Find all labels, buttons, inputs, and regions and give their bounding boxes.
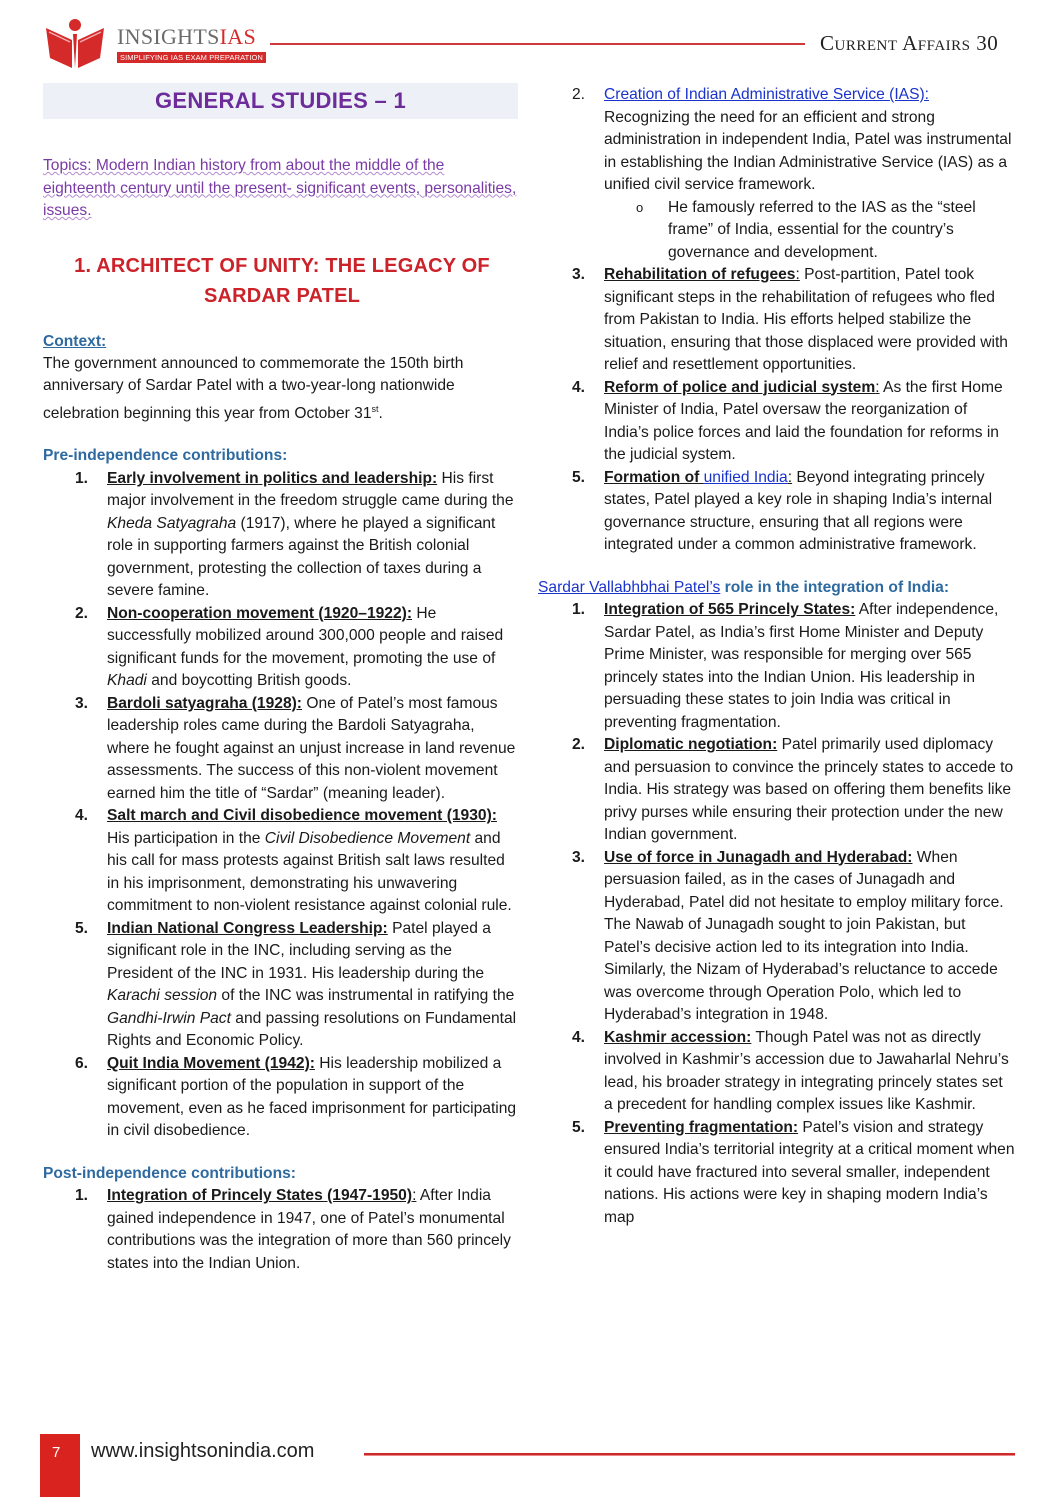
item-term: Indian National Congress Leadership: [107,919,388,937]
context-superscript: st [371,403,379,414]
section-band [43,83,518,119]
item-number: 2. [572,736,586,753]
list-item [540,84,1015,264]
item-number: 1. [75,1187,89,1205]
post-independence-list-continued [540,84,1015,557]
list-item [43,603,521,693]
context-period: . [378,404,383,422]
hollow-bullet-icon: o [636,199,644,215]
item-italic: Gandhi-Irwin Pact [107,1009,231,1027]
brand-tagline: SIMPLIFYING IAS EXAM PREPARATION [117,52,266,63]
list-item [540,847,1015,1027]
pre-independence-list [43,468,521,1143]
item-text: Post-partition, Patel took significant steps in the rehabilitation of refugees who fled from Pakistan to India. His efforts helped stabilize the situation, ensuring that those displaced were provided with relief and resettlement opportunities. [604,266,1008,373]
item-number: 1. [572,601,586,618]
item-number: 3. [572,266,586,283]
item-term: Non-cooperation movement (1920–1922): [107,604,413,622]
item-text: After independence, Sardar Patel, as India’s first Home Minister and Deputy Prime Minister, was responsible for merging over 565 princely states into the Indian Union. His leadership in persuading these states to join India was critical in preventing fragmentation. [604,601,999,731]
item-text: Patel’s vision and strategy ensured India’s territorial integrity at a critical moment when it could have fractured into several smaller, independent nations. His actions were key in shaping modern India’s map [604,1118,1015,1226]
sub-list-item [604,197,1015,265]
context-label: Context: [43,332,107,350]
sub-item-text: He famously referred to the IAS as the “steel frame” of India, essential for the country’s governance and development. [668,198,976,261]
item-text: Patel played a significant role in the INC, including serving as the President of the INC in 1931. His leadership during the [107,919,491,982]
item-number: 6. [75,1054,89,1072]
item-number: 4. [572,378,586,396]
item-number: 2. [572,86,586,103]
list-item [43,1185,521,1275]
article-title-line-2: SARDAR PATEL [203,284,361,307]
item-term: Early involvement in politics and leadership: [107,469,438,487]
item-text: and boycotting British goods. [146,672,352,690]
integration-list [540,599,1015,1229]
item-italic: Khadi [107,672,147,690]
insightsias-logo-icon [44,18,106,70]
item-number: 5. [572,468,586,486]
article-title-line-1: 1. ARCHITECT OF UNITY: THE LEGACY OF [74,254,490,277]
brand-ias: IAS [219,24,256,49]
item-text: Beyond integrating princely states, Patel played a key role in shaping India’s internal governance structure, ensuring that all regions were integrated under a common administrative framework. [604,468,993,553]
publication-title: Current Affairs 30 [820,31,999,55]
item-number: 3. [572,848,586,866]
item-text: His participation in the [107,829,265,847]
item-term: Integration of 565 Princely States: [604,601,856,618]
item-term: Kashmir accession: [604,1028,752,1046]
integration-heading-text: role in the integration of India: [720,578,950,596]
context-text: The government announced to commemorate the 150th birth anniversary of Sardar Patel with a two-year-long nationwide celebration beginning this year from October 31 [43,354,464,422]
page-number: 7 [52,1444,61,1461]
list-item [43,918,521,1053]
page-header [0,0,1058,80]
item-text: of the INC was instrumental in ratifying the [217,987,515,1005]
item-text: His first major involvement in the freedom struggle came during the [107,469,514,510]
item-term: Rehabilitation of refugees [604,266,796,283]
item-number: 2. [75,604,89,622]
item-term: Reform of police and judicial system [604,378,876,396]
sardar-patel-link[interactable]: Sardar Vallabhbhai Patel’s [538,578,721,596]
list-item [540,1027,1015,1117]
item-term: Quit India Movement (1942): [107,1054,315,1072]
right-column [540,84,1015,1229]
item-number: 3. [75,694,89,712]
item-text: Recognizing the need for an efficient and strong administration in independent India, Patel was instrumental in establishing the Indian Administrative Service (IAS) as a unified civil service framework. [604,108,1012,193]
post-independence-heading: Post-independence contributions: [43,1164,296,1182]
item-term: Salt march and Civil disobedience movement (1930): [107,807,497,825]
list-item [540,734,1015,847]
post-independence-list [43,1185,521,1275]
item-term: Use of force in Junagadh and Hyderabad: [604,848,913,866]
header-divider [270,43,805,45]
item-text: His leadership mobilized a significant portion of the population in support of the movement, even as he faced imprisonment for participating in civil disobedience. [107,1054,517,1140]
list-item [540,377,1015,467]
item-text: and his call for mass protests against British salt laws resulted in his imprisonment, demonstrating his unwavering commitment to non-violent resistance against colonial rule. [107,829,512,915]
website-link[interactable]: www.insightsonindia.com [91,1440,315,1462]
article-title [43,251,521,311]
item-number: 4. [572,1028,586,1046]
syllabus-topics: Topics: Modern Indian history from about the middle of the eighteenth century until the present- significant events, personalities, issues. [43,157,517,219]
item-number: 1. [75,469,89,487]
item-text: One of Patel’s most famous leadership roles came during the Bardoli Satyagraha, where he fought against an unjust increase in land revenue assessments. The success of this non-violent movement earned him the title of “Sardar” (meaning leader). [107,694,516,802]
item-colon: : [412,1187,417,1205]
list-item [540,599,1015,734]
item-number: 4. [75,807,89,825]
item-colon: : [787,468,793,486]
context-paragraph [43,353,521,426]
item-term: Integration of Princely States (1947-1950) [107,1187,413,1205]
item-colon: : [875,378,880,396]
item-italic: Kheda Satyagraha [107,514,237,532]
item-term: Preventing fragmentation: [604,1118,799,1136]
item-number: 5. [75,919,89,937]
item-text: (1917), where he played a significant role in supporting farmers against the British colonial government, protesting the collection of taxes during a severe famine. [107,514,496,600]
list-item [43,1053,521,1143]
item-term: Formation of [604,468,704,486]
list-item [43,805,521,918]
item-text: Though Patel was not as directly involved in Kashmir’s accession due to Jawaharlal Nehru’s lead, his broader strategy in integrating princely states set a precedent for handling complex issues like Kashmir. [604,1028,1009,1113]
section-title: GENERAL STUDIES – 1 [154,88,407,113]
brand-insights: INSIGHTS [117,24,220,49]
unified-india-link[interactable]: unified India [703,468,788,486]
list-item [43,693,521,806]
sub-list [604,197,1015,265]
list-item [43,468,521,603]
integration-heading [538,577,1015,600]
ias-creation-link[interactable]: Creation of Indian Administrative Service (IAS): [604,86,930,103]
item-text: Patel primarily used diplomacy and persuasion to convince the princely states to accede to India. His strategy was based on offering them benefits like privy purses while ensuring their protection under the new Indian government. [604,736,1014,843]
item-text: He successfully mobilized around 300,000 people and raised significant funds for the movement, promoting the use of [107,604,504,667]
item-term: Bardoli satyagraha (1928): [107,694,302,712]
item-italic: Civil Disobedience Movement [264,829,471,847]
brand-name [117,26,256,48]
footer-divider [364,1453,1015,1456]
list-item [540,467,1015,557]
item-text: After India gained independence in 1947, one of Patel’s monumental contributions was the integration of more than 560 princely states into the Indian Union. [107,1187,511,1272]
item-italic: Karachi session [107,987,218,1005]
list-item [540,264,1015,377]
item-text: As the first Home Minister of India, Patel oversaw the reorganization of India’s police forces and laid the foundation for reforms in the judicial system. [604,378,1003,463]
list-item [540,1117,1015,1230]
left-column [43,80,521,1275]
item-text: When persuasion failed, as in the cases of Junagadh and Hyderabad, Patel did not hesitate to employ military force. The Nawab of Junagadh sought to join Pakistan, but Patel’s decisive action led to its integration into India. Similarly, the Nizam of Hyderabad’s reluctance to accede was overcome through Operation Polo, which led to Hyderabad’s integration in 1948. [604,848,1004,1023]
pre-independence-heading: Pre-independence contributions: [43,447,288,465]
item-text: and passing resolutions on Fundamental Rights and Economic Policy. [107,1009,517,1050]
item-number: 5. [572,1118,586,1136]
item-colon: : [795,266,800,283]
item-term: Diplomatic negotiation: [604,736,778,753]
